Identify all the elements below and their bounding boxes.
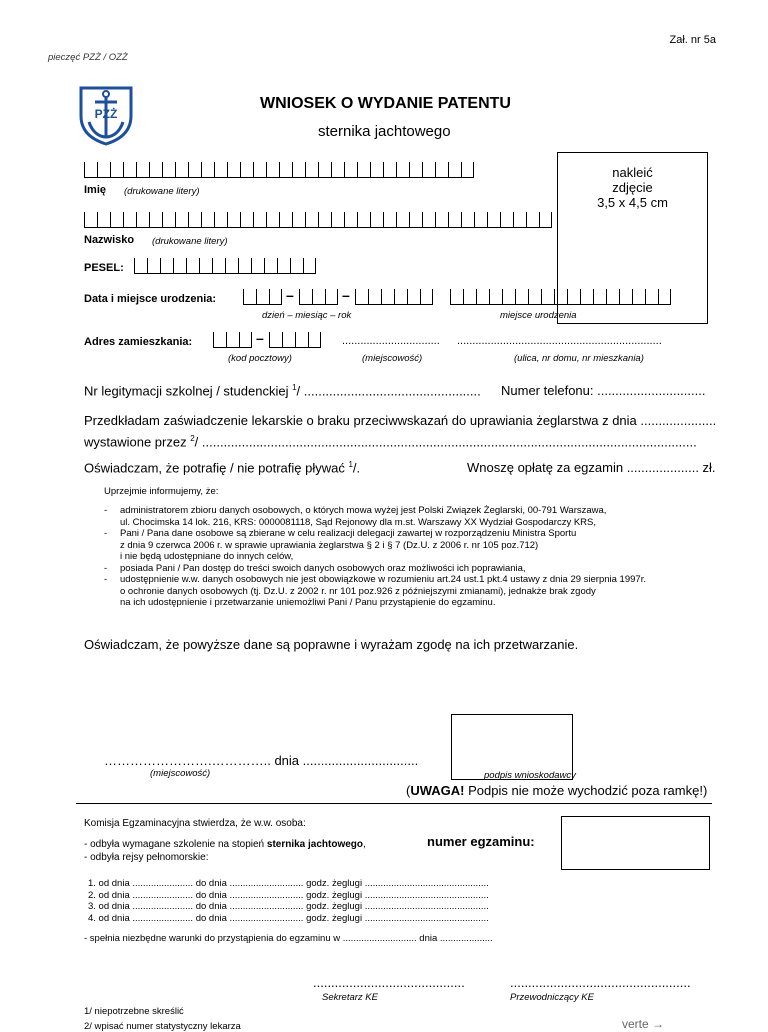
attachment-number: Zał. nr 5a [669,34,716,46]
stamp-label: pieczęć PZŻ / OZŻ [48,52,128,63]
section-divider [76,803,712,804]
pesel-cells[interactable] [134,256,316,274]
consent-statement: Oświadczam, że powyższe dane są poprawne i wyrażam zgodę na ich przetwarzanie. [84,637,579,652]
conditions-line[interactable]: - spełnia niezbędne warunki do przystąpienia do egzaminu w ............................ dnia .................... [84,933,493,944]
training-line: - odbyła wymagane szkolenie na stopień sternika jachtowego, [84,839,366,850]
chairman-label: Przewodniczący KE [510,992,594,1003]
surname-label: Nazwisko [84,234,135,246]
street-dots[interactable]: ................................................................... [457,335,662,347]
secretary-label: Sekretarz KE [322,992,378,1003]
verte-label: verte → [622,1017,665,1031]
info-item: - administratorem zbioru danych osobowych, o których mowa wyżej jest Polski Związek Żeglarski, 00-791 Warszawa, ul. Chocimska 14 lok. 216, KRS: 0000081118, Sąd Rejonowy dla m.st. Warszawy XX Wydział Gospodarczy KRS, [104,505,724,528]
commission-statement: Komisja Egzaminacyjna stwierdza, że w.w. osoba: [84,818,306,829]
photo-label-3: 3,5 x 4,5 cm [597,195,668,210]
secretary-dots[interactable]: .......................................... [313,975,465,990]
fee-line[interactable]: Wnoszę opłatę za egzamin .................... zł. [467,460,716,475]
birth-place-hint: miejsce urodzenia [500,310,577,321]
signature-warning: (UWAGA! Podpis nie może wychodzić poza ramkę!) [406,783,708,798]
first-name-label: Imię [84,184,107,196]
birth-place-cells[interactable] [450,287,671,305]
first-name-hint: (drukowane litery) [124,186,200,197]
swim-line[interactable]: Oświadczam, że potrafię / nie potrafię pływać $^1$/. [84,460,361,476]
voyage-row[interactable]: 1. od dnia ....................... do dnia ............................ godz. żeglugi ............................................... [88,878,489,889]
form-title: WNIOSEK O WYDANIE PATENTU [260,95,511,112]
city-hint: (miejscowość) [362,353,423,364]
footnote-1: 1/ niepotrzebne skreślić [84,1006,184,1017]
exam-number-label: numer egzaminu: [427,834,535,849]
pesel-label: PESEL: [84,262,124,274]
info-intro: Uprzejmie informujemy, że: [104,486,219,497]
postal-hint: (kod pocztowy) [228,353,292,364]
voyage-row[interactable]: 2. od dnia ....................... do dnia ............................ godz. żeglugi ............................................... [88,889,489,901]
place-date-line[interactable]: …………………….………….. dnia ................................ [104,753,419,768]
birth-label: Data i miejsce urodzenia: [84,293,217,305]
postal-suffix-cells[interactable] [269,330,321,348]
chairman-dots[interactable]: .................................................. [510,975,691,990]
exam-number-box[interactable] [561,816,710,870]
voyage-row[interactable]: 4. od dnia ....................... do dnia ............................ godz. żeglugi ............................................... [88,912,489,924]
postal-prefix-cells[interactable] [213,330,252,348]
footnote-2: 2/ wpisać numer statystyczny lekarza [84,1021,241,1032]
address-label: Adres zamieszkania: [84,336,193,348]
birth-day-cells[interactable] [243,287,282,305]
pzz-logo [75,82,137,146]
phone-line[interactable]: Numer telefonu: .............................. [501,383,706,398]
street-hint: (ulica, nr domu, nr mieszkania) [514,353,644,364]
voyage-row[interactable]: 3. od dnia ....................... do dnia ............................ godz. żeglugi ............................................... [88,901,489,912]
birth-year-cells[interactable] [355,287,433,305]
surname-cells[interactable] [84,210,552,228]
signature-hint: podpis wnioskodawcy [484,770,576,781]
photo-label-2: zdjęcie [612,180,653,195]
surname-hint: (drukowane litery) [152,236,228,247]
issued-by-line[interactable]: wystawione przez $^2$/ ......................................................................................................................................... [84,434,697,450]
birth-month-cells[interactable] [299,287,338,305]
first-name-cells[interactable] [84,160,474,178]
form-subtitle: sternika jachtowego [318,123,451,140]
info-item: - udostępnienie w.w. danych osobowych nie jest obowiązkowe w rozumieniu art.24 ust.1 pkt.4 ustawy z dnia 29 sierpnia 1997r. o ochronie danych osobowych (tj. Dz.U. z 2002 r. nr 101 poz.926 z późniejszymi zmianami), jednakże brak zgody na ich udostępnienie i przetwarzanie uniemożliwi Pani / Panu przystąpienie do egzaminu. [104,574,724,609]
voyages-label: - odbyła rejsy pełnomorskie: [84,852,209,863]
photo-label-1: nakleić [612,165,653,180]
logo-letters: PZŻ [94,107,118,121]
student-id-line[interactable]: Nr legitymacji szkolnej / studenckiej $^1$/ ................................................. [84,383,481,399]
info-item: - posiada Pani / Pan dostęp do treści swoich danych osobowych oraz możliwości ich poprawiania, [104,563,724,575]
info-item: - Pani / Pana dane osobowe są zbierane w celu realizacji delegacji zawartej w rozporządzeniu Ministra Sportu z dnia 9 czerwca 2006 r. w sprawie uprawiania żeglarstwa § 2 i § 7 (Dz.U. z 2006 r. nr 105 poz.712) i nie będą udostępniane do innych celów, [104,528,724,563]
birth-date-hint: dzień – miesiąc – rok [262,310,352,321]
place-hint: (miejscowość) [150,768,211,779]
info-list [104,505,724,609]
medical-line[interactable]: Przedkładam zaświadczenie lekarskie o braku przeciwwskazań do uprawiania żeglarstwa z dnia ..................... [84,413,717,428]
voyages-list[interactable] [88,878,489,924]
city-dots[interactable]: ................................ [342,335,440,347]
